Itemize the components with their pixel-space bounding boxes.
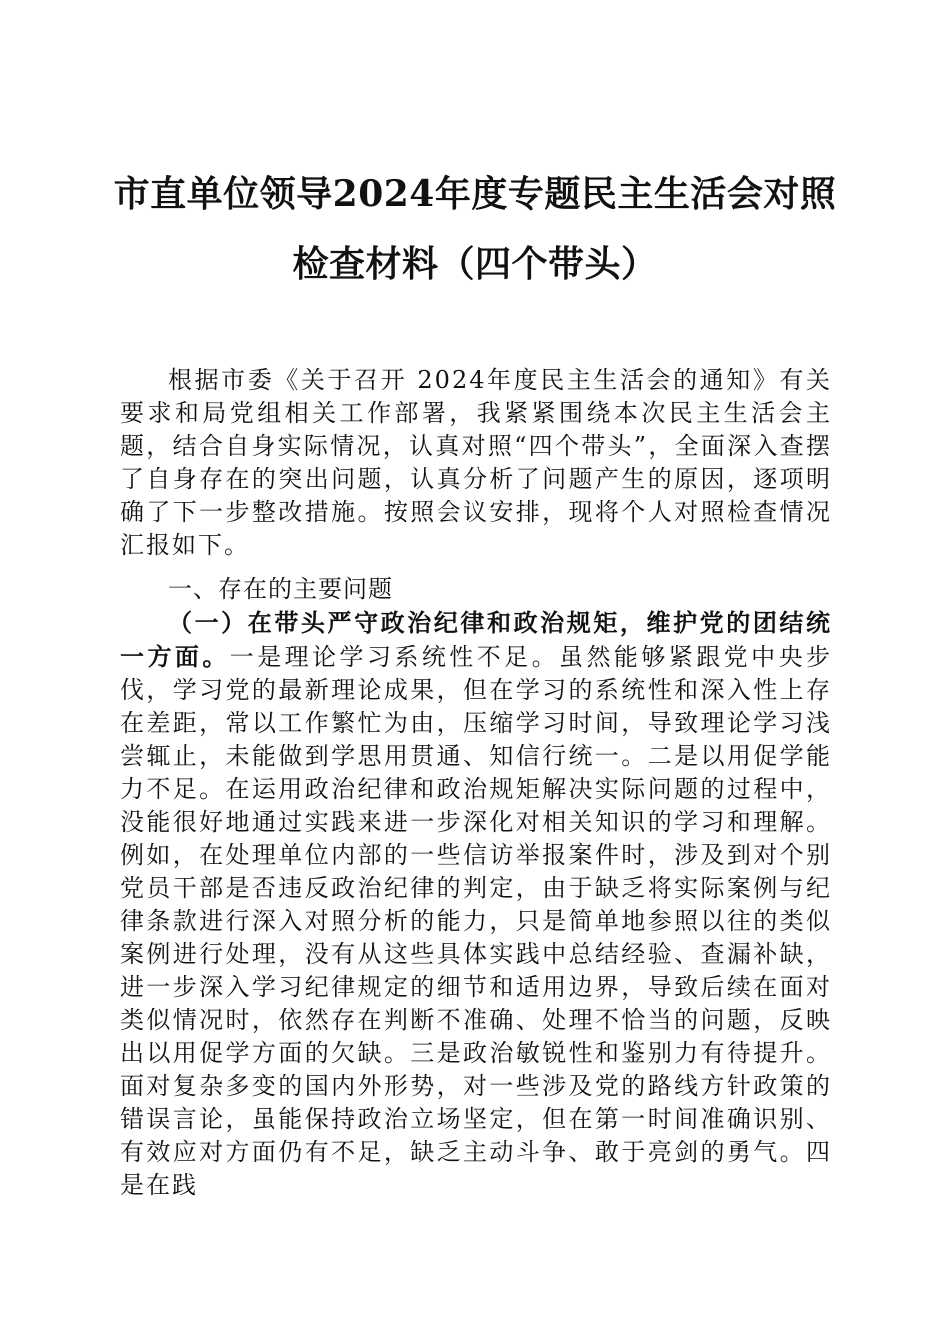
section-heading: 一、存在的主要问题: [168, 575, 393, 603]
intro-paragraph: 根据市委《关于召开 2024年度民主生活会的通知》有关要求和局党组相关工作部署，我紧紧围绕本次民主生活会主题，结合自身实际情况，认真对照“四个带头”，全面深入查摆了自身存在的突出问题，认真分析了问题产生的原因，逐项明确了下一步整改措施。按照会议安排，现将个人对照检查情况汇报如下。: [120, 366, 832, 559]
document-title-line-1: 市直单位领导2024年度专题民主生活会对照: [113, 173, 837, 215]
subsection-body: 一是理论学习系统性不足。虽然能够紧跟党中央步伐，学习党的最新理论成果，但在学习的系统性和深入性上存在差距，常以工作繁忙为由，压缩学习时间，导致理论学习浅尝辄止，未能做到学思用贯通、知信行统一。二是以用促学能力不足。在运用政治纪律和政治规矩解决实际问题的过程中，没能很好地通过实践来进一步深化对相关知识的学习和理解。例如，在处理单位内部的一些信访举报案件时，涉及到对个别党员干部是否违反政治纪律的判定，由于缺乏将实际案例与纪律条款进行深入对照分析的能力，只是简单地参照以往的类似案例进行处理，没有从这些具体实践中总结经验、查漏补缺，进一步深入学习纪律规定的细节和适用边界，导致后续在面对类似情况时，依然存在判断不准确、处理不恰当的问题，反映出以用促学方面的欠缺。三是政治敏锐性和鉴别力有待提升。面对复杂多变的国内外形势，对一些涉及党的路线方针政策的错误言论，虽能保持政治立场坚定，但在第一时间准确识别、有效应对方面仍有不足，缺乏主动斗争、敢于亮剑的勇气。四是在践: [120, 643, 833, 1199]
section-paragraph: [120, 606, 832, 1202]
subsection-heading: （一）在带头严守政治纪律和政治规矩，维护党的团结统一方面。: [120, 608, 832, 671]
document-title-line-2: 检查材料（四个带头）: [292, 243, 658, 285]
